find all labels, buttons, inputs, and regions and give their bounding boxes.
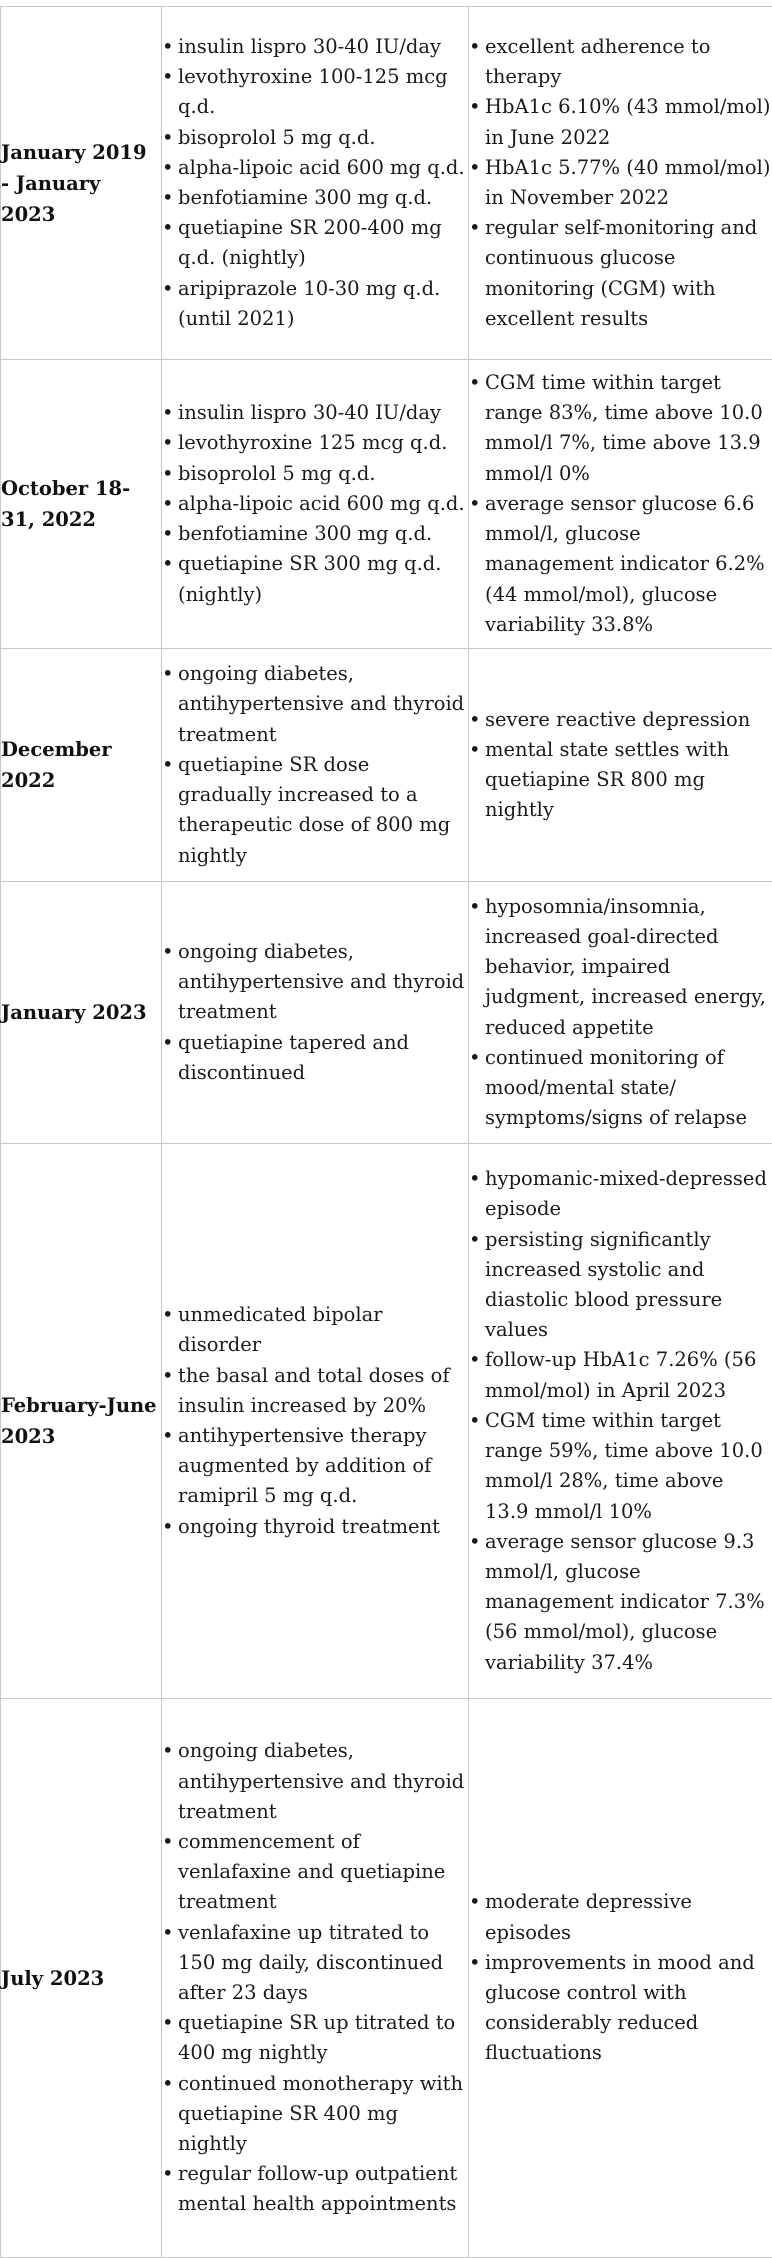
period-cell: October 18-31, 2022: [1, 360, 162, 649]
treatment-cell: [162, 882, 469, 1144]
table-row: [1, 1699, 772, 2258]
list-item: • ongoing diabetes, antihypertensive and thyroid treatment: [162, 1736, 468, 1827]
period-cell: January 2019 - January 2023: [1, 7, 162, 360]
list-item: • benfotiamine 300 mg q.d.: [162, 183, 468, 213]
list-item: • CGM time within target range 83%, time above 10.0 mmol/l 7%, time above 13.9 mmol/l 0%: [469, 368, 772, 489]
list-item: • hypomanic-mixed-depressed episode: [469, 1164, 772, 1224]
treatment-cell: [162, 7, 469, 360]
list-item: • levothyroxine 100-125 mcg q.d.: [162, 62, 468, 122]
table-row: [1, 882, 772, 1144]
list-item: • insulin lispro 30-40 IU/day: [162, 32, 468, 62]
treatment-list: [162, 32, 468, 334]
list-item: • venlafaxine up titrated to 150 mg daily, discontinued after 23 days: [162, 1918, 468, 2009]
treatment-list: [162, 937, 468, 1088]
outcome-cell: [469, 1699, 772, 2258]
list-item: • ongoing thyroid treatment: [162, 1512, 468, 1542]
list-item: • the basal and total doses of insulin increased by 20%: [162, 1361, 468, 1421]
list-item: • commencement of venlafaxine and quetiapine treatment: [162, 1827, 468, 1918]
list-item: • severe reactive depression: [469, 705, 772, 735]
list-item: • regular follow-up outpatient mental health appointments: [162, 2159, 468, 2219]
outcome-cell: [469, 7, 772, 360]
list-item: • follow-up HbA1c 7.26% (56 mmol/mol) in April 2023: [469, 1345, 772, 1405]
outcome-list: [469, 32, 772, 334]
list-item: • moderate depressive episodes: [469, 1887, 772, 1947]
treatment-list: [162, 1300, 468, 1542]
list-item: • aripiprazole 10-30 mg q.d. (until 2021): [162, 274, 468, 334]
list-item: • persisting significantly increased systolic and diastolic blood pressure values: [469, 1225, 772, 1346]
table-row: [1, 649, 772, 882]
treatment-list: [162, 398, 468, 609]
list-item: • levothyroxine 125 mcg q.d.: [162, 428, 468, 458]
list-item: • bisoprolol 5 mg q.d.: [162, 123, 468, 153]
treatment-cell: [162, 1144, 469, 1699]
list-item: • alpha-lipoic acid 600 mg q.d.: [162, 489, 468, 519]
list-item: • unmedicated bipolar disorder: [162, 1300, 468, 1360]
outcome-list: [469, 368, 772, 640]
list-item: • ongoing diabetes, antihypertensive and thyroid treatment: [162, 659, 468, 750]
list-item: • quetiapine SR up titrated to 400 mg nightly: [162, 2008, 468, 2068]
list-item: • HbA1c 6.10% (43 mmol/mol) in June 2022: [469, 92, 772, 152]
list-item: • regular self-monitoring and continuous glucose monitoring (CGM) with excellent results: [469, 213, 772, 334]
list-item: • HbA1c 5.77% (40 mmol/mol) in November 2022: [469, 153, 772, 213]
outcome-list: [469, 892, 772, 1134]
outcome-cell: [469, 649, 772, 882]
outcome-cell: [469, 882, 772, 1144]
list-item: • improvements in mood and glucose control with considerably reduced fluctuations: [469, 1948, 772, 2069]
treatment-list: [162, 659, 468, 870]
list-item: • bisoprolol 5 mg q.d.: [162, 459, 468, 489]
outcome-cell: [469, 360, 772, 649]
treatment-list: [162, 1736, 468, 2219]
outcome-list: [469, 1887, 772, 2068]
period-cell: July 2023: [1, 1699, 162, 2258]
list-item: • antihypertensive therapy augmented by addition of ramipril 5 mg q.d.: [162, 1421, 468, 1512]
treatment-cell: [162, 360, 469, 649]
table-row: [1, 360, 772, 649]
period-cell: January 2023: [1, 882, 162, 1144]
list-item: • quetiapine SR dose gradually increased to a therapeutic dose of 800 mg nightly: [162, 750, 468, 871]
list-item: • benfotiamine 300 mg q.d.: [162, 519, 468, 549]
table-row: [1, 7, 772, 360]
list-item: • excellent adherence to therapy: [469, 32, 772, 92]
list-item: • CGM time within target range 59%, time above 10.0 mmol/l 28%, time above 13.9 mmol/l 10%: [469, 1406, 772, 1527]
outcome-cell: [469, 1144, 772, 1699]
list-item: • mental state settles with quetiapine SR 800 mg nightly: [469, 735, 772, 826]
treatment-cell: [162, 1699, 469, 2258]
period-cell: February-June 2023: [1, 1144, 162, 1699]
table-row: [1, 1144, 772, 1699]
list-item: • average sensor glucose 6.6 mmol/l, glucose management indicator 6.2% (44 mmol/mol), glucose variability 33.8%: [469, 489, 772, 640]
outcome-list: [469, 1164, 772, 1677]
list-item: • hyposomnia/insomnia, increased goal-directed behavior, impaired judgment, increased energy, reduced appetite: [469, 892, 772, 1043]
list-item: • average sensor glucose 9.3 mmol/l, glucose management indicator 7.3% (56 mmol/mol), glucose variability 37.4%: [469, 1527, 772, 1678]
list-item: • continued monitoring of mood/mental state/ symptoms/signs of relapse: [469, 1043, 772, 1134]
list-item: • continued monotherapy with quetiapine SR 400 mg nightly: [162, 2069, 468, 2160]
list-item: • insulin lispro 30-40 IU/day: [162, 398, 468, 428]
outcome-list: [469, 705, 772, 826]
list-item: • alpha-lipoic acid 600 mg q.d.: [162, 153, 468, 183]
list-item: • quetiapine SR 300 mg q.d. (nightly): [162, 549, 468, 609]
period-cell: December 2022: [1, 649, 162, 882]
list-item: • quetiapine SR 200-400 mg q.d. (nightly): [162, 213, 468, 273]
list-item: • ongoing diabetes, antihypertensive and thyroid treatment: [162, 937, 468, 1028]
treatment-cell: [162, 649, 469, 882]
treatment-timeline-table: [0, 6, 772, 2258]
list-item: • quetiapine tapered and discontinued: [162, 1028, 468, 1088]
